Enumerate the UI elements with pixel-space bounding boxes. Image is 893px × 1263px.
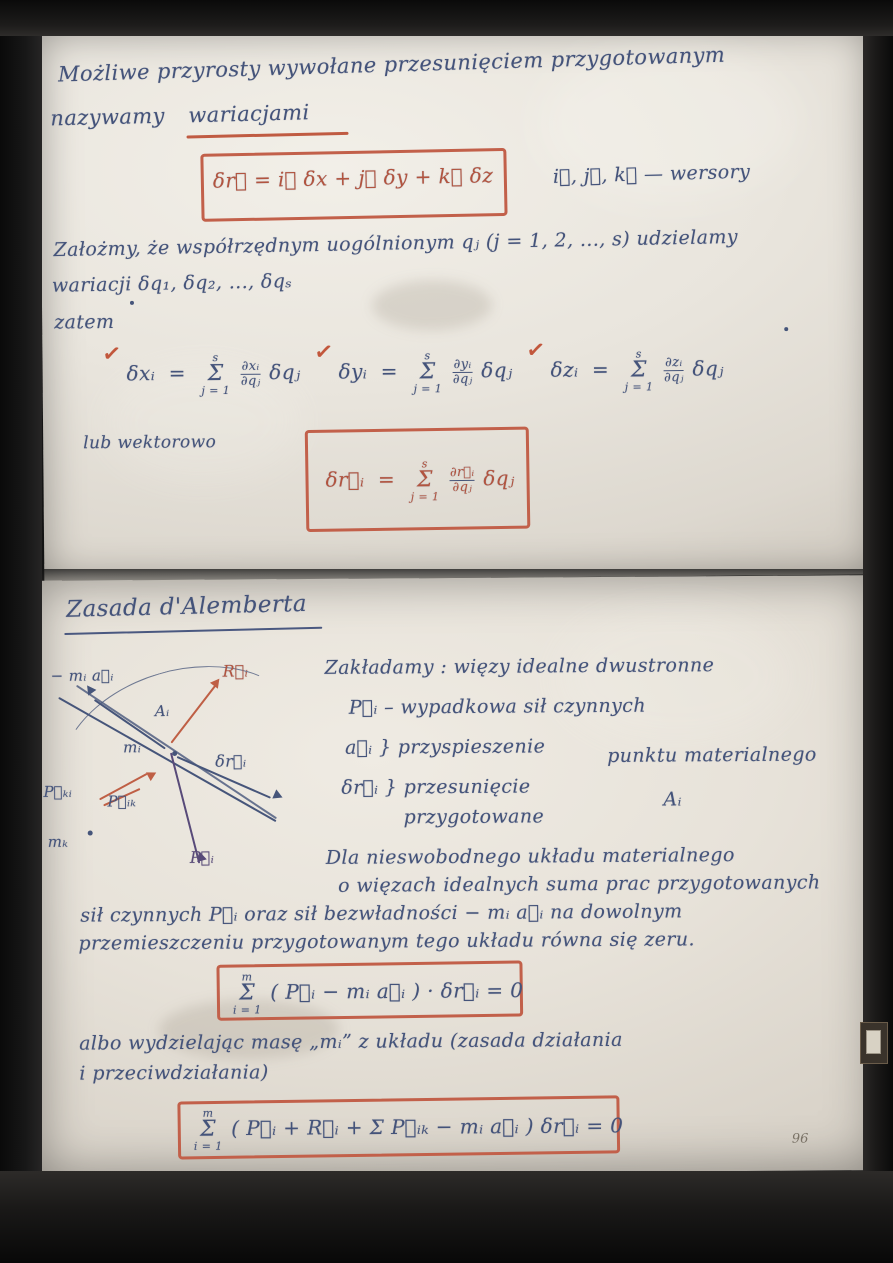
point-Ai bbox=[172, 751, 177, 756]
top-line-4: Założmy, że współrzędnym uogólnionym qⱼ (j = 1, 2, ..., s) udzielamy bbox=[53, 225, 739, 262]
top-line-6-zatem: zatem bbox=[54, 310, 115, 334]
point-mk bbox=[88, 831, 93, 836]
wersory-legend: i⃗, j⃗, k⃗ — wersory bbox=[552, 160, 751, 188]
boxed-equation-4 bbox=[192, 1105, 624, 1152]
top-line-5: wariacji δq₁, δq₂, ..., δqₛ bbox=[51, 270, 293, 297]
paragraph2-line-2: i przeciwdziałania) bbox=[79, 1061, 269, 1085]
component-equation-z: δzᵢ = s Σ j = 1 $\frac{\text{∂zᵢ}}{\text{∂qⱼ}}$ δqⱼ bbox=[550, 347, 724, 394]
check-mark-2: ✓ bbox=[312, 338, 335, 367]
top-line-2: nazywamy bbox=[50, 103, 166, 131]
eq3-sum: m Σ i = 1 bbox=[232, 970, 262, 1017]
eq-x-tail: δqⱼ bbox=[269, 359, 301, 385]
component-equation-x: δxᵢ = s Σ j = 1 $\frac{\text{∂xᵢ}}{\text{∂qⱼ}}$ δqⱼ bbox=[126, 351, 301, 398]
diagram-label-Ai: Aᵢ bbox=[154, 702, 170, 721]
eq-z-sum: s Σ j = 1 bbox=[624, 347, 654, 394]
eq-z-lhs: δzᵢ bbox=[550, 357, 579, 382]
paragraph-line-3: sił czynnych P⃗ᵢ oraz sił bezwładności − mᵢ a⃗ᵢ na dowolnym bbox=[80, 900, 683, 927]
assumption-line-3: a⃗ᵢ } przyspieszenie bbox=[345, 735, 546, 759]
top-line-3-wariacjami: wariacjami bbox=[188, 100, 310, 128]
red-underline-wariacjami bbox=[187, 132, 349, 139]
wall-plate-inner bbox=[866, 1030, 881, 1054]
component-equation-y: δyᵢ = s Σ j = 1 $\frac{\text{∂yᵢ}}{\text{∂qⱼ}}$ δqⱼ bbox=[338, 349, 513, 396]
boxed-equation-1: δr⃗ = i⃗ δx + j⃗ δy + k⃗ δz bbox=[212, 163, 494, 193]
eq-y-sum: s Σ j = 1 bbox=[413, 349, 443, 396]
diagram-label-minus-ma: − mᵢ a⃗ᵢ bbox=[50, 666, 114, 685]
top-line-1: Możliwe przyrosty wywołane przesunięciem przygotowanym bbox=[57, 42, 726, 87]
diagram-label-Pik: P⃗ᵢₖ bbox=[107, 792, 137, 811]
diagram-label-R: R⃗ᵢ bbox=[222, 661, 249, 681]
top-line-7-lub-wektorowo: lub wektorowo bbox=[83, 432, 217, 454]
paragraph-line-2: o więzach idealnych suma prac przygotowanych bbox=[337, 871, 821, 897]
eq2-sum: s Σ j = 1 bbox=[410, 457, 440, 504]
ink-dot-b bbox=[784, 327, 788, 331]
boxed-equation-2: δr⃗ᵢ = s Σ j = 1 $\frac{\text{∂r⃗ᵢ}}{\text{∂qⱼ}}$ δqⱼ bbox=[325, 457, 515, 504]
eq4-sum-outer: m Σ i = 1 bbox=[193, 1106, 223, 1153]
heading-zasada-dalemberta: Zasada d'Alemberta bbox=[65, 590, 308, 623]
eq-y-tail: δqⱼ bbox=[481, 358, 513, 383]
eq-z-fraction: $\frac{\text{∂zᵢ}}{\text{∂qⱼ}}$ bbox=[664, 354, 684, 385]
paragraph2-line-1: albo wydzielając masę „mᵢ” z układu (zasada działania bbox=[79, 1028, 623, 1055]
eq-y-fraction: $\frac{\text{∂yᵢ}}{\text{∂qⱼ}}$ bbox=[452, 356, 473, 387]
paragraph-line-1: Dla nieswobodnego układu materialnego bbox=[325, 844, 735, 869]
eq4-body: ( P⃗ᵢ + R⃗ᵢ + Σ P⃗ᵢₖ − mᵢ a⃗ᵢ ) δr⃗ᵢ = 0 bbox=[231, 1113, 624, 1141]
eq2-fraction: $\frac{\text{∂r⃗ᵢ}}{\text{∂qⱼ}}$ bbox=[449, 464, 475, 495]
diagram-label-Pi: P⃗ᵢ bbox=[189, 847, 215, 867]
eq3-body: ( P⃗ᵢ − mᵢ a⃗ᵢ ) · δr⃗ᵢ = 0 bbox=[270, 978, 524, 1004]
ink-dot-a bbox=[130, 301, 134, 305]
eq2-lhs: δr⃗ᵢ bbox=[325, 467, 365, 492]
check-mark-1: ✓ bbox=[100, 339, 123, 369]
whiteboard-panel-bottom bbox=[36, 575, 878, 1176]
paragraph-line-4: przemieszczeniu przygotowanym tego układu równa się zeru. bbox=[78, 928, 696, 955]
diagram-label-mi: mᵢ bbox=[123, 738, 142, 757]
room-edge-bottom bbox=[0, 1171, 893, 1263]
eq-y-lhs: δyᵢ bbox=[338, 359, 368, 384]
assumption-line-1: Zakładamy : więzy idealne dwustronne bbox=[324, 654, 715, 679]
eq2-tail: δqⱼ bbox=[483, 466, 515, 491]
diagram-label-delta-r: δr⃗ᵢ bbox=[215, 751, 247, 771]
diagram-label-Pki: P⃗ₖᵢ bbox=[43, 782, 73, 801]
eq-x-lhs: δxᵢ bbox=[126, 361, 156, 386]
boxed-equation-3 bbox=[231, 970, 524, 1016]
check-mark-3: ✓ bbox=[524, 336, 547, 365]
assumption-line-6: punktu materialnego bbox=[607, 743, 817, 767]
assumption-line-2: P⃗ᵢ – wypadkowa sił czynnych bbox=[348, 694, 647, 719]
whiteboard-panel-top bbox=[40, 26, 875, 581]
diagram-label-mk: mₖ bbox=[47, 832, 69, 851]
eq-x-sum: s Σ j = 1 bbox=[201, 351, 231, 398]
assumption-line-5: przygotowane bbox=[403, 805, 545, 829]
assumption-line-7: Aᵢ bbox=[663, 788, 682, 811]
heading-underline bbox=[64, 627, 322, 635]
eq-z-tail: δqⱼ bbox=[692, 356, 724, 381]
assumption-line-4: δr⃗ᵢ } przesunięcie bbox=[341, 775, 531, 799]
page-number: 96 bbox=[791, 1131, 809, 1147]
eq-x-fraction: $\frac{\text{∂xᵢ}}{\text{∂qⱼ}}$ bbox=[240, 358, 261, 389]
